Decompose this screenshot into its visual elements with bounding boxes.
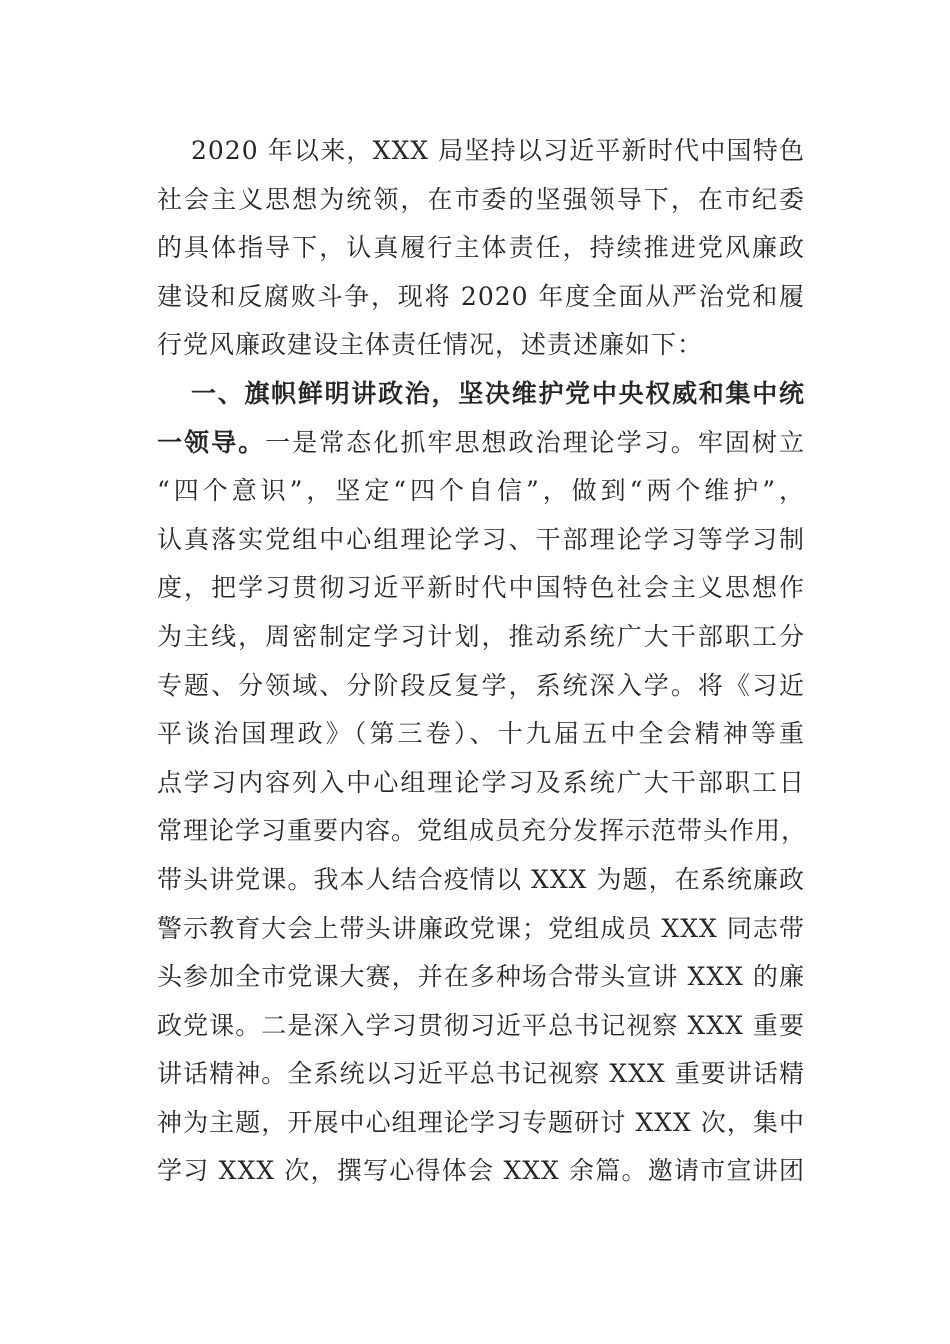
text-line: 为主线，周密制定学习计划，推动系统广大干部职工分 (157, 621, 805, 651)
text-line: 行党风廉政建设主体责任情况，述责述廉如下： (157, 330, 704, 360)
text-line: “四个意识”，坚定“四个自信”，做到“两个维护”， (157, 476, 805, 506)
text-line: 的具体指导下，认真履行主体责任，持续推进党风廉政 (157, 233, 805, 263)
text-line: 头参加全市党课大赛，并在多种场合带头宣讲 XXX 的廉 (157, 962, 805, 992)
text-line: 社会主义思想为统领，在市委的坚强领导下，在市纪委 (157, 184, 805, 214)
document-body (157, 127, 808, 1196)
intro-paragraph (157, 127, 805, 370)
text-line (157, 419, 805, 468)
text-line: 认真落实党组中心组理论学习、干部理论学习等学习制 (157, 524, 805, 554)
text-line: 建设和反腐败斗争，现将 2020 年度全面从严治党和履 (157, 281, 805, 311)
text-line: 神为主题，开展中心组理论学习专题研讨 XXX 次，集中 (157, 1107, 805, 1137)
text-line: 点学习内容列入中心组理论学习及系统广大干部职工日 (157, 767, 805, 797)
text-line: 政党课。二是深入学习贯彻习近平总书记视察 XXX 重要 (157, 1010, 805, 1040)
text-line: 学习 XXX 次，撰写心得体会 XXX 余篇。邀请市宣讲团 (157, 1156, 805, 1186)
section-heading: 一、旗帜鲜明讲政治，坚决维护党中央权威和集中统 (191, 378, 805, 408)
text-line: 平谈治国理政》（第三卷）、十九届五中全会精神等重 (157, 719, 805, 749)
section-heading-end: 一领导。 (157, 427, 266, 457)
text-line: 警示教育大会上带头讲廉政党课；党组成员 XXX 同志带 (157, 913, 805, 943)
text-line: 专题、分领域、分阶段反复学，系统深入学。将《习近 (157, 670, 805, 700)
section-1-paragraph (157, 370, 808, 1196)
text-line: 讲话精神。全系统以习近平总书记视察 XXX 重要讲话精 (157, 1059, 805, 1089)
text-line: 度，把学习贯彻习近平新时代中国特色社会主义思想作 (157, 573, 805, 603)
text-line: 2020 年以来，XXX 局坚持以习近平新时代中国特色 (191, 136, 805, 165)
text-line: 常理论学习重要内容。党组成员充分发挥示范带头作用， (157, 816, 808, 846)
text-segment: 一是常态化抓牢思想政治理论学习。牢固树立 (265, 427, 805, 457)
text-line: 带头讲党课。我本人结合疫情以 XXX 为题，在系统廉政 (157, 864, 805, 894)
